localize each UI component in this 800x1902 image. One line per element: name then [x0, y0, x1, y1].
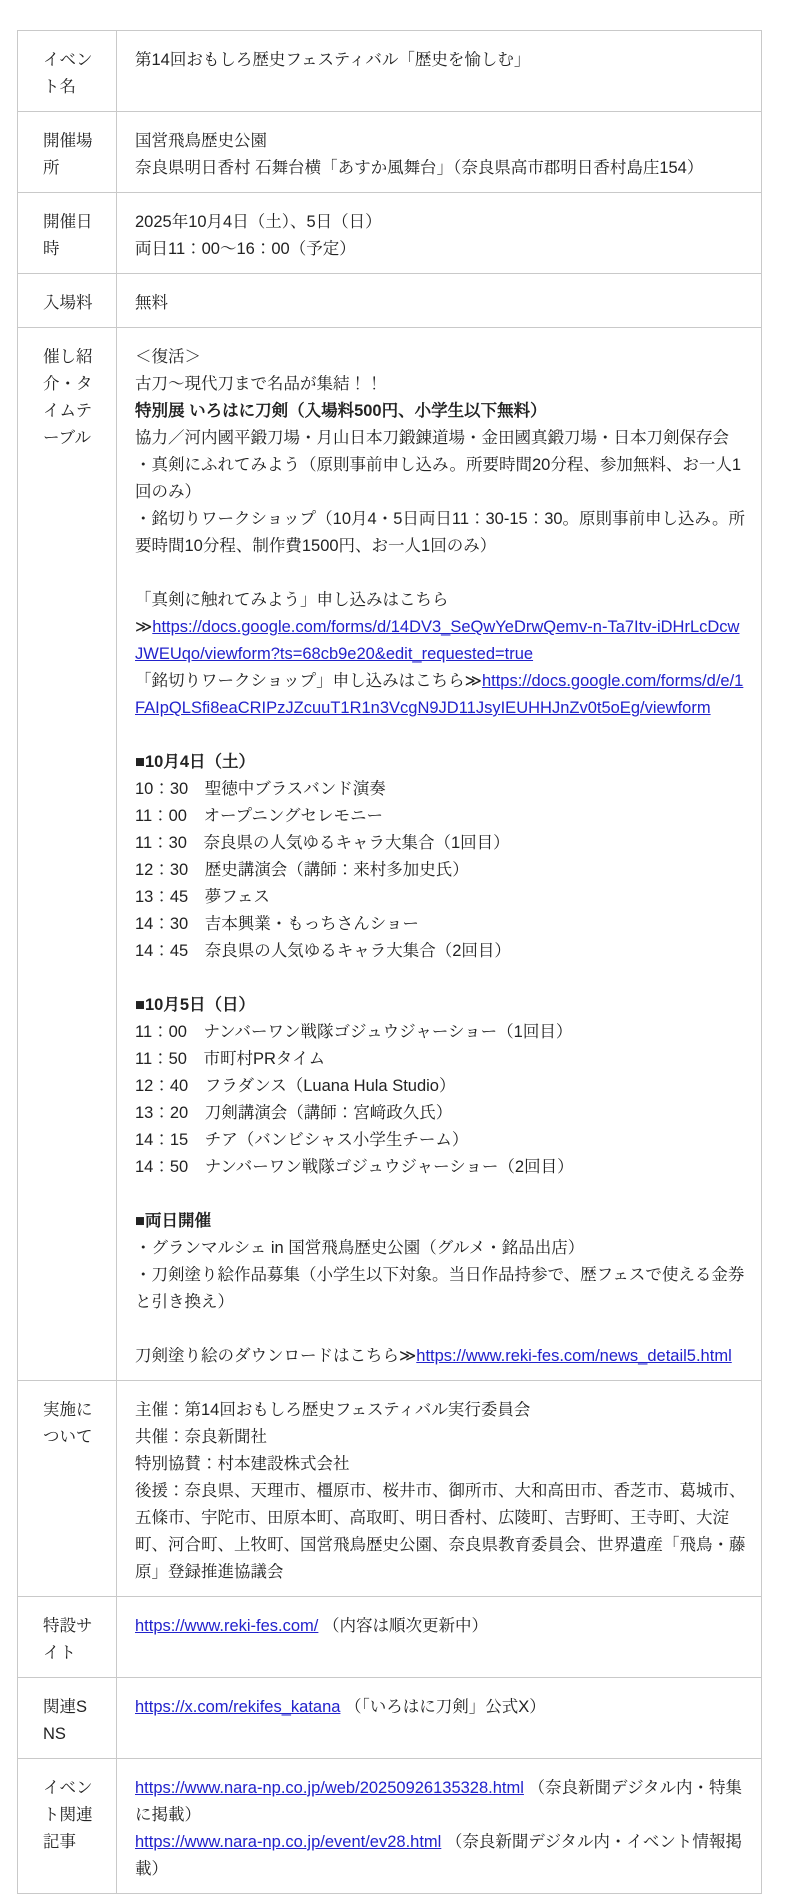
table-row	[18, 112, 762, 193]
content-line	[135, 884, 747, 911]
row-content	[117, 1381, 762, 1597]
content-line	[135, 857, 747, 884]
text-segment: 両日11：00～16：00（予定）	[135, 240, 356, 258]
bold-text: ■10月4日（土）	[135, 753, 255, 771]
text-segment: （内容は順次更新中）	[318, 1617, 488, 1635]
content-line	[135, 1343, 747, 1370]
content-line	[135, 1019, 747, 1046]
content-line	[135, 1073, 747, 1100]
link[interactable]: https://www.nara-np.co.jp/event/ev28.html	[135, 1833, 442, 1851]
content-line	[135, 1208, 747, 1235]
text-segment: 13：45 夢フェス	[135, 888, 270, 906]
row-label: 特設サイト	[18, 1597, 117, 1678]
content-line	[135, 209, 747, 236]
content-line	[135, 1613, 747, 1640]
content-line	[135, 614, 747, 668]
row-label: 実施について	[18, 1381, 117, 1597]
content-line	[135, 371, 747, 398]
text-segment: 特別協賛：村本建設株式会社	[135, 1455, 350, 1473]
text-segment: 10：30 聖徳中ブラスバンド演奏	[135, 780, 386, 798]
event-table-body	[18, 31, 762, 1894]
table-row	[18, 274, 762, 328]
row-label: イベント名	[18, 31, 117, 112]
blank-line	[135, 1316, 747, 1343]
row-content	[117, 193, 762, 274]
content-line	[135, 506, 747, 560]
link[interactable]: https://x.com/rekifes_katana	[135, 1698, 341, 1716]
content-line	[135, 425, 747, 452]
content-line	[135, 749, 747, 776]
row-label: 関連SNS	[18, 1678, 117, 1759]
text-segment: 11：30 奈良県の人気ゆるキャラ大集合（1回目）	[135, 834, 510, 852]
text-segment: ・銘切りワークショップ（10月4・5日両日11：30-15：30。原則事前申し込み。所要時間10分程、制作費1500円、お一人1回のみ）	[135, 510, 746, 555]
text-segment: 主催：第14回おもしろ歴史フェスティバル実行委員会	[135, 1401, 531, 1419]
content-line	[135, 911, 747, 938]
content-line	[135, 47, 747, 74]
event-info-table	[17, 30, 762, 1894]
text-segment: ・真剣にふれてみよう（原則事前申し込み。所要時間20分程、参加無料、お一人1回のみ）	[135, 456, 742, 501]
row-label: 開催日時	[18, 193, 117, 274]
content-line	[135, 290, 747, 317]
content-line	[135, 668, 747, 722]
content-line	[135, 1127, 747, 1154]
text-segment: 第14回おもしろ歴史フェスティバル「歴史を愉しむ」	[135, 51, 531, 69]
text-segment: 12：30 歴史講演会（講師：来村多加史氏）	[135, 861, 469, 879]
row-content	[117, 328, 762, 1381]
text-segment: 11：00 ナンバーワン戦隊ゴジュウジャーショー（1回目）	[135, 1023, 573, 1041]
text-segment: 「銘切りワークショップ」申し込みはこちら≫	[135, 672, 482, 690]
content-line	[135, 830, 747, 857]
table-row	[18, 31, 762, 112]
row-content	[117, 1759, 762, 1894]
text-segment: 無料	[135, 294, 168, 312]
text-segment: 14：30 吉本興業・もっちさんショー	[135, 915, 419, 933]
link[interactable]: https://www.reki-fes.com/news_detail5.html	[416, 1347, 732, 1365]
row-content	[117, 1597, 762, 1678]
content-line	[135, 128, 747, 155]
row-content	[117, 31, 762, 112]
link[interactable]: https://www.nara-np.co.jp/web/20250926135328.html	[135, 1779, 524, 1797]
row-content	[117, 112, 762, 193]
content-line	[135, 776, 747, 803]
content-line	[135, 992, 747, 1019]
content-line	[135, 1100, 747, 1127]
content-line	[135, 1235, 747, 1262]
text-segment: 古刀～現代刀まで名品が集結！！	[135, 375, 383, 393]
text-segment: 2025年10月4日（土）、5日（日）	[135, 213, 382, 231]
text-segment: 「真剣に触れてみよう」申し込みはこちら	[135, 591, 449, 609]
text-segment: 14：50 ナンバーワン戦隊ゴジュウジャーショー（2回目）	[135, 1158, 574, 1176]
text-segment: ・グランマルシェ in 国営飛鳥歴史公園（グルメ・銘品出店）	[135, 1239, 585, 1257]
content-line	[135, 1424, 747, 1451]
content-line	[135, 1154, 747, 1181]
content-line	[135, 938, 747, 965]
link[interactable]: https://www.reki-fes.com/	[135, 1617, 319, 1635]
table-row	[18, 1381, 762, 1597]
table-row	[18, 193, 762, 274]
table-row	[18, 1678, 762, 1759]
blank-line	[135, 560, 747, 587]
content-line	[135, 1046, 747, 1073]
text-segment: 共催：奈良新聞社	[135, 1428, 267, 1446]
bold-text: 特別展 いろはに刀剣（入場料500円、小学生以下無料）	[135, 402, 547, 420]
content-line	[135, 1397, 747, 1424]
bold-text: ■10月5日（日）	[135, 996, 255, 1014]
text-segment: （「いろはに刀剣」公式X）	[340, 1698, 546, 1716]
content-line	[135, 587, 747, 614]
link[interactable]: https://docs.google.com/forms/d/e/1FAIpQLSfi8eaCRIPzJZcuuT1R1n3VcgN9JD11JsyIEUHHJnZv0t5oEg/viewform	[135, 672, 744, 717]
text-segment: 奈良県明日香村 石舞台横「あすか風舞台」（奈良県高市郡明日香村島庄154）	[135, 159, 704, 177]
content-line	[135, 452, 747, 506]
link[interactable]: https://docs.google.com/forms/d/14DV3_SeQwYeDrwQemv-n-Ta7Itv-iDHrLcDcwJWEUqo/viewform?ts=68cb9e20&edit_requested=true	[135, 618, 740, 663]
text-segment: 11：50 市町村PRタイム	[135, 1050, 326, 1068]
row-label: 催し紹介・タイムテーブル	[18, 328, 117, 1381]
content-line	[135, 1478, 747, 1586]
table-row	[18, 328, 762, 1381]
content-line	[135, 1829, 747, 1883]
row-label: 入場料	[18, 274, 117, 328]
content-line	[135, 1775, 747, 1829]
row-content	[117, 1678, 762, 1759]
row-label: イベント関連記事	[18, 1759, 117, 1894]
content-line	[135, 803, 747, 830]
text-segment: 国営飛鳥歴史公園	[135, 132, 267, 150]
text-segment: 協力／河内國平鍛刀場・月山日本刀鍛錬道場・金田國真鍛刀場・日本刀剣保存会	[135, 429, 729, 447]
blank-line	[135, 965, 747, 992]
content-line	[135, 398, 747, 425]
bold-text: ■両日開催	[135, 1212, 211, 1230]
text-segment: 14：45 奈良県の人気ゆるキャラ大集合（2回目）	[135, 942, 511, 960]
content-line	[135, 155, 747, 182]
text-segment: 12：40 フラダンス（Luana Hula Studio）	[135, 1077, 456, 1095]
text-segment: 11：00 オープニングセレモニー	[135, 807, 384, 825]
text-segment: 13：20 刀剣講演会（講師：宮﨑政久氏）	[135, 1104, 453, 1122]
table-row	[18, 1759, 762, 1894]
content-line	[135, 1451, 747, 1478]
row-label: 開催場所	[18, 112, 117, 193]
text-segment: 後援：奈良県、天理市、橿原市、桜井市、御所市、大和高田市、香芝市、葛城市、五條市、宇陀市、田原本町、高取町、明日香村、広陵町、吉野町、王寺町、大淀町、河合町、上牧町、国営飛鳥歴史公園、奈良県教育委員会、世界遺産「飛鳥・藤原」登録推進協議会	[135, 1482, 746, 1581]
blank-line	[135, 1181, 747, 1208]
text-segment: （奈良新聞デジタル内・特集に掲載）	[135, 1779, 743, 1824]
content-line	[135, 236, 747, 263]
table-row	[18, 1597, 762, 1678]
text-segment: ・刀剣塗り絵作品募集（小学生以下対象。当日作品持参で、歴フェスで使える金券と引き換え）	[135, 1266, 745, 1311]
blank-line	[135, 722, 747, 749]
text-segment: ＜復活＞	[135, 348, 201, 366]
text-segment: ≫	[135, 618, 153, 636]
text-segment: 刀剣塗り絵のダウンロードはこちら≫	[135, 1347, 417, 1365]
row-content	[117, 274, 762, 328]
content-line	[135, 344, 747, 371]
text-segment: 14：15 チア（バンビシャス小学生チーム）	[135, 1131, 469, 1149]
content-line	[135, 1694, 747, 1721]
text-segment: （奈良新聞デジタル内・イベント情報掲載）	[135, 1833, 742, 1878]
content-line	[135, 1262, 747, 1316]
